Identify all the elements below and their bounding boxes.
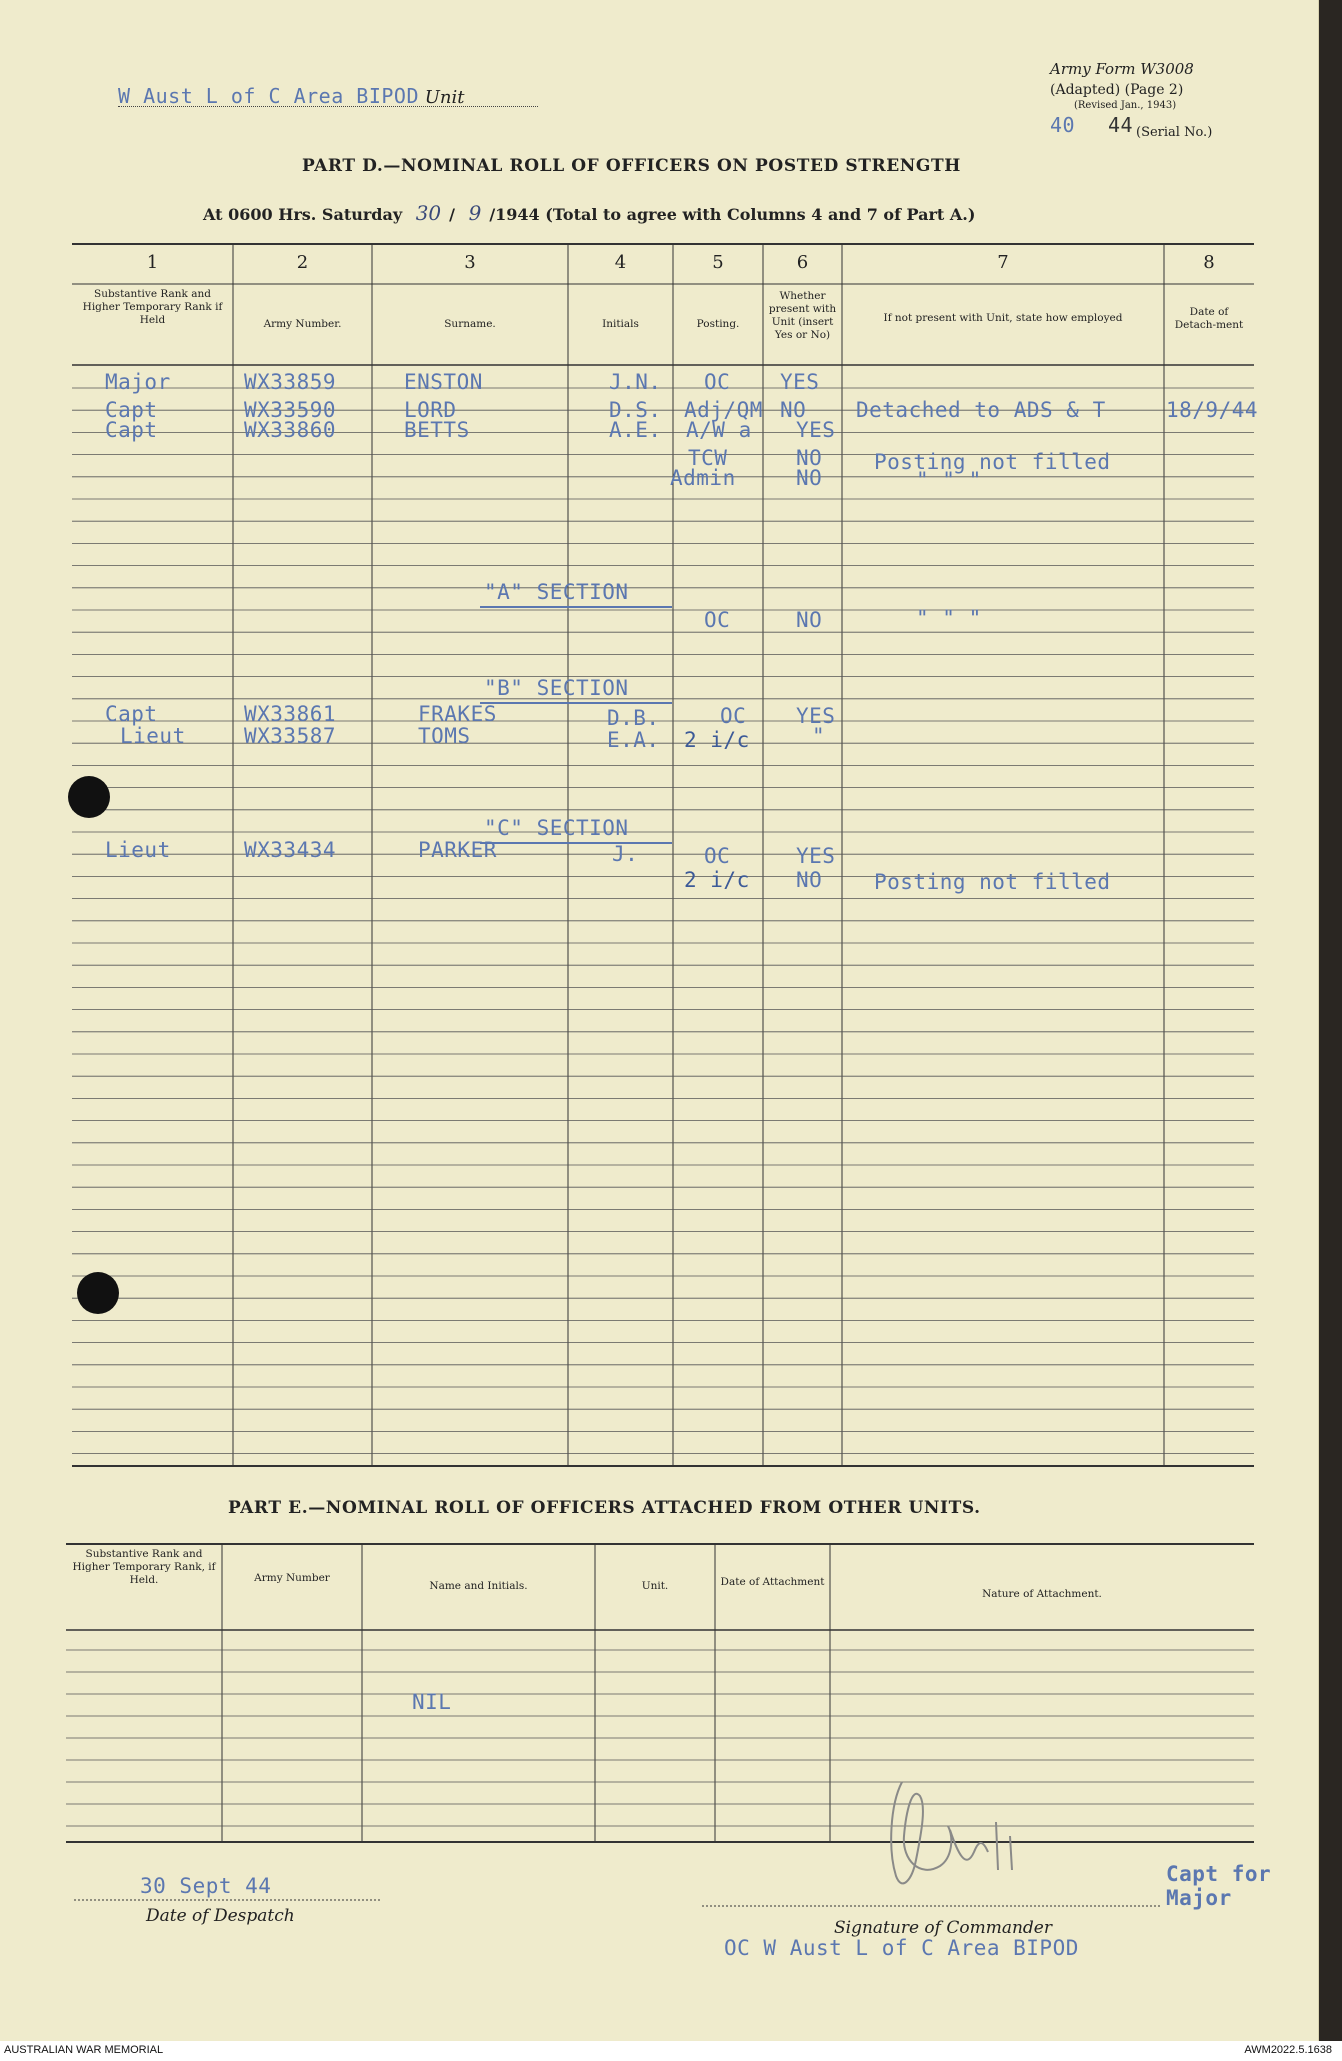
posting-cell: Admin [670, 466, 736, 490]
section-a-title: "A" SECTION [484, 580, 629, 604]
army-number-cell: WX33434 [244, 838, 337, 862]
present-cell: YES [796, 844, 836, 868]
rank-cell: Capt [105, 418, 158, 442]
posting-cell: 2 i/c [684, 868, 750, 892]
part-e-column-header: Substantive Rank and Higher Temporary Rank, if Held. [72, 1548, 216, 1586]
section-c-title: "C" SECTION [484, 816, 629, 840]
part-e-entry: NIL [412, 1690, 452, 1714]
date-month: 9 [468, 201, 482, 225]
commander-rank-line1: Capt for [1166, 1862, 1272, 1886]
section-a-posting: OC [704, 608, 731, 632]
section-a-employed: " " " [916, 606, 982, 630]
rank-cell: Capt [105, 702, 158, 726]
column-number: 8 [1203, 252, 1215, 273]
posting-cell: Adj/QM [684, 398, 763, 422]
column-header: Whether present with Unit (insert Yes or No) [768, 290, 837, 341]
rank-cell: Capt [105, 398, 158, 422]
serial-label: (Serial No.) [1136, 125, 1213, 140]
initials-cell: A.E. [609, 418, 662, 442]
present-cell: " [812, 724, 826, 748]
posting-cell: OC [704, 844, 731, 868]
initials-cell: D.S. [609, 398, 662, 422]
column-number: 6 [796, 252, 809, 273]
form-revised: (Revised Jan., 1943) [1074, 100, 1177, 111]
column-header: If not present with Unit, state how employed [883, 312, 1123, 324]
initials-cell: J.N. [609, 370, 662, 394]
employed-cell: " " " [916, 468, 982, 492]
unit-value: W Aust L of C Area BIPOD [118, 84, 419, 108]
column-header: Substantive Rank and Higher Temporary Rank if Held [82, 288, 223, 326]
present-cell: NO [796, 466, 823, 490]
army-number-cell: WX33587 [244, 724, 337, 748]
column-header: Posting. [696, 318, 740, 330]
present-cell: NO [796, 868, 823, 892]
part-e-column-header: Unit. [641, 1580, 669, 1592]
commander-rank-line2: Major [1166, 1886, 1232, 1910]
army-number-cell: WX33861 [244, 702, 337, 726]
column-number: 5 [712, 252, 724, 273]
initials-cell: D.B. [607, 706, 660, 730]
posting-cell: OC [720, 704, 747, 728]
unit-label: Unit [424, 87, 465, 108]
column-header: Initials [602, 318, 639, 330]
present-cell: YES [780, 370, 820, 394]
column-number: 1 [146, 252, 159, 273]
punch-hole [77, 1272, 119, 1314]
initials-cell: E.A. [607, 728, 660, 752]
surname-cell: TOMS [418, 724, 471, 748]
surname-cell: BETTS [404, 418, 470, 442]
serial-value-1: 40 [1050, 113, 1076, 137]
rank-cell: Lieut [120, 724, 186, 748]
date-prefix: At 0600 Hrs. Saturday [203, 205, 403, 224]
detachment-date-cell: 18/9/44 [1166, 398, 1259, 422]
archive-strip [0, 2041, 1342, 2061]
army-number-cell: WX33590 [244, 398, 337, 422]
present-cell: YES [796, 418, 836, 442]
signature-label: Signature of Commander [834, 1918, 1052, 1938]
part-e-column-header: Nature of Attachment. [982, 1588, 1102, 1600]
date-year: /1944 [489, 205, 540, 224]
part-e-column-header: Name and Initials. [429, 1580, 528, 1592]
section-b-title: "B" SECTION [484, 676, 629, 700]
present-cell: NO [796, 446, 823, 470]
posting-cell: OC [704, 370, 731, 394]
despatch-label: Date of Despatch [146, 1906, 295, 1926]
present-cell: NO [780, 398, 807, 422]
rank-cell: Lieut [105, 838, 171, 862]
employed-cell: Posting not filled [874, 870, 1111, 894]
surname-cell: LORD [404, 398, 457, 422]
column-header: Date of Detach-ment [1174, 306, 1244, 331]
punch-hole [68, 776, 110, 818]
employed-cell: Detached to ADS & T [856, 398, 1106, 422]
column-header: Army Number. [263, 318, 342, 330]
part-e-column-header: Date of Attachment [720, 1576, 825, 1588]
form-name: Army Form W3008 [1050, 60, 1194, 78]
surname-cell: PARKER [418, 838, 497, 862]
archive-name: AUSTRALIAN WAR MEMORIAL [4, 2044, 164, 2056]
column-number: 2 [296, 252, 309, 273]
surname-cell: FRAKES [418, 702, 497, 726]
surname-cell: ENSTON [404, 370, 483, 394]
archive-reference: AWM2022.5.1638 [1244, 2044, 1332, 2056]
column-number: 4 [614, 252, 627, 273]
employed-cell: Posting not filled [874, 450, 1111, 474]
serial-value-2: 44 [1108, 113, 1134, 137]
present-cell: YES [796, 704, 836, 728]
part-e-title: PART E.—NOMINAL ROLL OF OFFICERS ATTACHED FROM OTHER UNITS. [228, 1498, 981, 1518]
column-number: 3 [464, 252, 476, 273]
rank-cell: Major [105, 370, 171, 394]
posting-cell: A/W a [686, 418, 752, 442]
despatch-value: 30 Sept 44 [140, 1874, 272, 1898]
date-line: At 0600 Hrs. Saturday 30 / 9 /1944 (Total to agree with Columns 4 and 7 of Part A.) [203, 201, 976, 225]
column-header: Surname. [444, 318, 496, 330]
commander-value: OC W Aust L of C Area BIPOD [724, 1936, 1079, 1960]
army-number-cell: WX33860 [244, 418, 337, 442]
posting-cell: TCW [688, 446, 728, 470]
part-e-column-header: Army Number [254, 1572, 330, 1584]
form-adapted: (Adapted) (Page 2) [1050, 82, 1184, 98]
signature-scribble [891, 1782, 1012, 1883]
section-a-present: NO [796, 608, 823, 632]
date-suffix: (Total to agree with Columns 4 and 7 of Part A.) [545, 205, 976, 224]
date-day: 30 [415, 201, 442, 225]
column-number: 7 [997, 252, 1009, 273]
part-d-title: PART D.—NOMINAL ROLL OF OFFICERS ON POSTED STRENGTH [302, 156, 961, 176]
posting-cell: 2 i/c [684, 728, 750, 752]
initials-cell: J. [612, 842, 639, 866]
army-number-cell: WX33859 [244, 370, 337, 394]
